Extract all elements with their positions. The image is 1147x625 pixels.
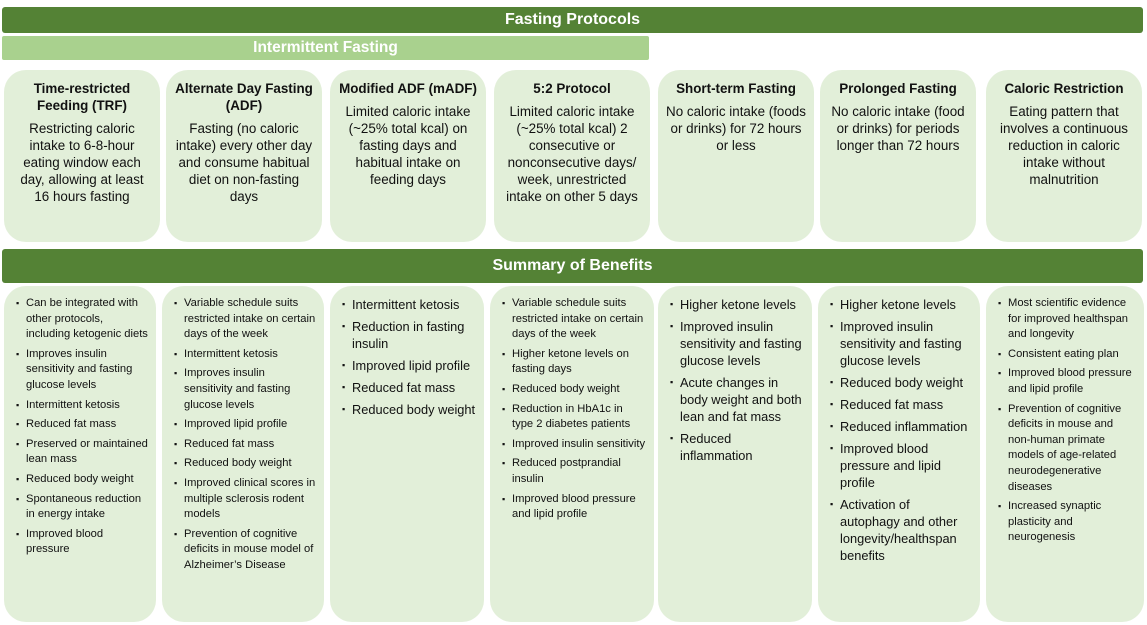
protocol-title: Short-term Fasting: [676, 81, 796, 96]
benefit-item: ▪ Spontaneous reduction in energy intake: [16, 492, 148, 523]
fasting-protocols-header: [2, 7, 1143, 33]
benefit-item: ▪ Prevention of cognitive deficits in mouse and non-human primate models of age-related neurodegenerative diseases: [998, 402, 1136, 496]
benefit-card: [658, 286, 812, 622]
benefit-item: ▪ Can be integrated with other protocols, including ketogenic diets: [16, 296, 148, 343]
benefit-item: ▪ Reduced fat mass: [830, 396, 972, 413]
benefit-card: [818, 286, 980, 622]
benefit-item: ▪ Improved blood pressure: [16, 527, 148, 558]
header-title: Fasting Protocols: [504, 11, 641, 28]
benefit-item: ▪ Improved insulin sensitivity and fasting glucose levels: [830, 318, 972, 369]
benefit-item: ▪ Reduced inflammation: [670, 430, 804, 464]
intermittent-fasting-label: Intermittent Fasting: [253, 39, 398, 56]
benefit-item: ▪ Higher ketone levels: [830, 296, 972, 313]
benefit-item: ▪ Reduced body weight: [174, 456, 316, 472]
benefit-item: ▪ Improved blood pressure and lipid profile: [830, 440, 972, 491]
benefit-item: ▪ Improved lipid profile: [174, 417, 316, 433]
benefit-item: ▪ Higher ketone levels on fasting days: [502, 347, 646, 378]
protocol-card: [820, 70, 976, 242]
protocol-title: Prolonged Fasting: [839, 81, 957, 96]
protocol-title: Time-restricted Feeding (TRF): [33, 81, 131, 113]
protocol-card: [494, 70, 650, 242]
benefit-item: ▪ Intermittent ketosis: [342, 296, 476, 313]
benefit-item: ▪ Reduced fat mass: [174, 437, 316, 453]
protocol-title: Caloric Restriction: [1004, 81, 1124, 96]
protocol-card: [4, 70, 160, 242]
benefit-card: [986, 286, 1144, 622]
protocol-card: [986, 70, 1142, 242]
benefits-title: Summary of Benefits: [492, 257, 653, 274]
benefit-card: [4, 286, 156, 622]
benefit-list: [16, 296, 148, 558]
benefit-item: ▪ Improved blood pressure and lipid profile: [502, 492, 646, 523]
benefit-list: [502, 296, 646, 523]
benefit-list: [342, 296, 476, 418]
benefit-item: ▪ Preserved or maintained lean mass: [16, 437, 148, 468]
benefit-item: ▪ Variable schedule suits restricted intake on certain days of the week: [502, 296, 646, 343]
benefit-item: ▪ Improved insulin sensitivity and fasting glucose levels: [670, 318, 804, 369]
benefit-item: ▪ Reduced body weight: [342, 401, 476, 418]
benefit-item: ▪ Reduced fat mass: [342, 379, 476, 396]
protocol-card: [166, 70, 322, 242]
benefit-item: ▪ Prevention of cognitive deficits in mouse model of Alzheimer’s Disease: [174, 527, 316, 574]
benefit-item: ▪ Reduced body weight: [830, 374, 972, 391]
protocol-title: Alternate Day Fasting (ADF): [175, 81, 313, 113]
benefit-card: [330, 286, 484, 622]
benefit-list: [670, 296, 804, 464]
protocol-card: [330, 70, 486, 242]
protocol-description: Limited caloric intake (~25% total kcal) on fasting days and habitual intake on feeding days: [345, 104, 471, 187]
protocol-description: Limited caloric intake (~25% total kcal) 2 consecutive or nonconsecutive days/ week, unrestricted intake on other 5 days: [506, 104, 638, 204]
benefit-item: ▪ Reduction in fasting insulin: [342, 318, 476, 352]
benefit-item: ▪ Improved blood pressure and lipid profile: [998, 366, 1136, 397]
benefit-item: ▪ Higher ketone levels: [670, 296, 804, 313]
benefit-card: [162, 286, 324, 622]
benefit-item: ▪ Reduction in HbA1c in type 2 diabetes patients: [502, 402, 646, 433]
benefit-item: ▪ Acute changes in body weight and both lean and fat mass: [670, 374, 804, 425]
benefit-item: ▪ Improved clinical scores in multiple sclerosis rodent models: [174, 476, 316, 523]
benefit-item: ▪ Intermittent ketosis: [16, 398, 148, 414]
benefit-item: ▪ Most scientific evidence for improved healthspan and longevity: [998, 296, 1136, 343]
protocol-title: 5:2 Protocol: [533, 81, 611, 96]
protocol-title: Modified ADF (mADF): [339, 81, 477, 96]
benefit-item: ▪ Intermittent ketosis: [174, 347, 316, 363]
benefit-list: [174, 296, 316, 574]
summary-of-benefits-header: [2, 249, 1143, 283]
benefit-item: ▪ Increased synaptic plasticity and neurogenesis: [998, 499, 1136, 546]
benefit-item: ▪ Reduced body weight: [16, 472, 148, 488]
protocol-description: Fasting (no caloric intake) every other day and consume habitual diet on non-fasting days: [175, 121, 313, 204]
protocol-description: No caloric intake (food or drinks) for periods longer than 72 hours: [831, 104, 965, 153]
benefit-item: ▪ Reduced fat mass: [16, 417, 148, 433]
benefit-item: ▪ Reduced body weight: [502, 382, 646, 398]
benefit-card: [490, 286, 654, 622]
protocol-description: Eating pattern that involves a continuous reduction in caloric intake without malnutrition: [999, 104, 1129, 187]
benefit-item: ▪ Improves insulin sensitivity and fasting glucose levels: [16, 347, 148, 394]
benefit-item: ▪ Improves insulin sensitivity and fasting glucose levels: [174, 366, 316, 413]
protocol-description: Restricting caloric intake to 6-8-hour eating window each day, allowing at least 16 hours fasting: [20, 121, 144, 204]
benefit-item: ▪ Consistent eating plan: [998, 347, 1136, 363]
benefit-item: ▪ Reduced postprandial insulin: [502, 456, 646, 487]
benefit-item: ▪ Improved insulin sensitivity: [502, 437, 646, 453]
intermittent-fasting-bar: [2, 36, 649, 60]
benefit-list: [830, 296, 972, 564]
benefit-item: ▪ Variable schedule suits restricted intake on certain days of the week: [174, 296, 316, 343]
benefit-item: ▪ Reduced inflammation: [830, 418, 972, 435]
protocol-description: No caloric intake (foods or drinks) for 72 hours or less: [666, 104, 806, 153]
benefit-list: [998, 296, 1136, 546]
benefit-item: ▪ Activation of autophagy and other longevity/healthspan benefits: [830, 496, 972, 564]
benefit-item: ▪ Improved lipid profile: [342, 357, 476, 374]
protocol-card: [658, 70, 814, 242]
